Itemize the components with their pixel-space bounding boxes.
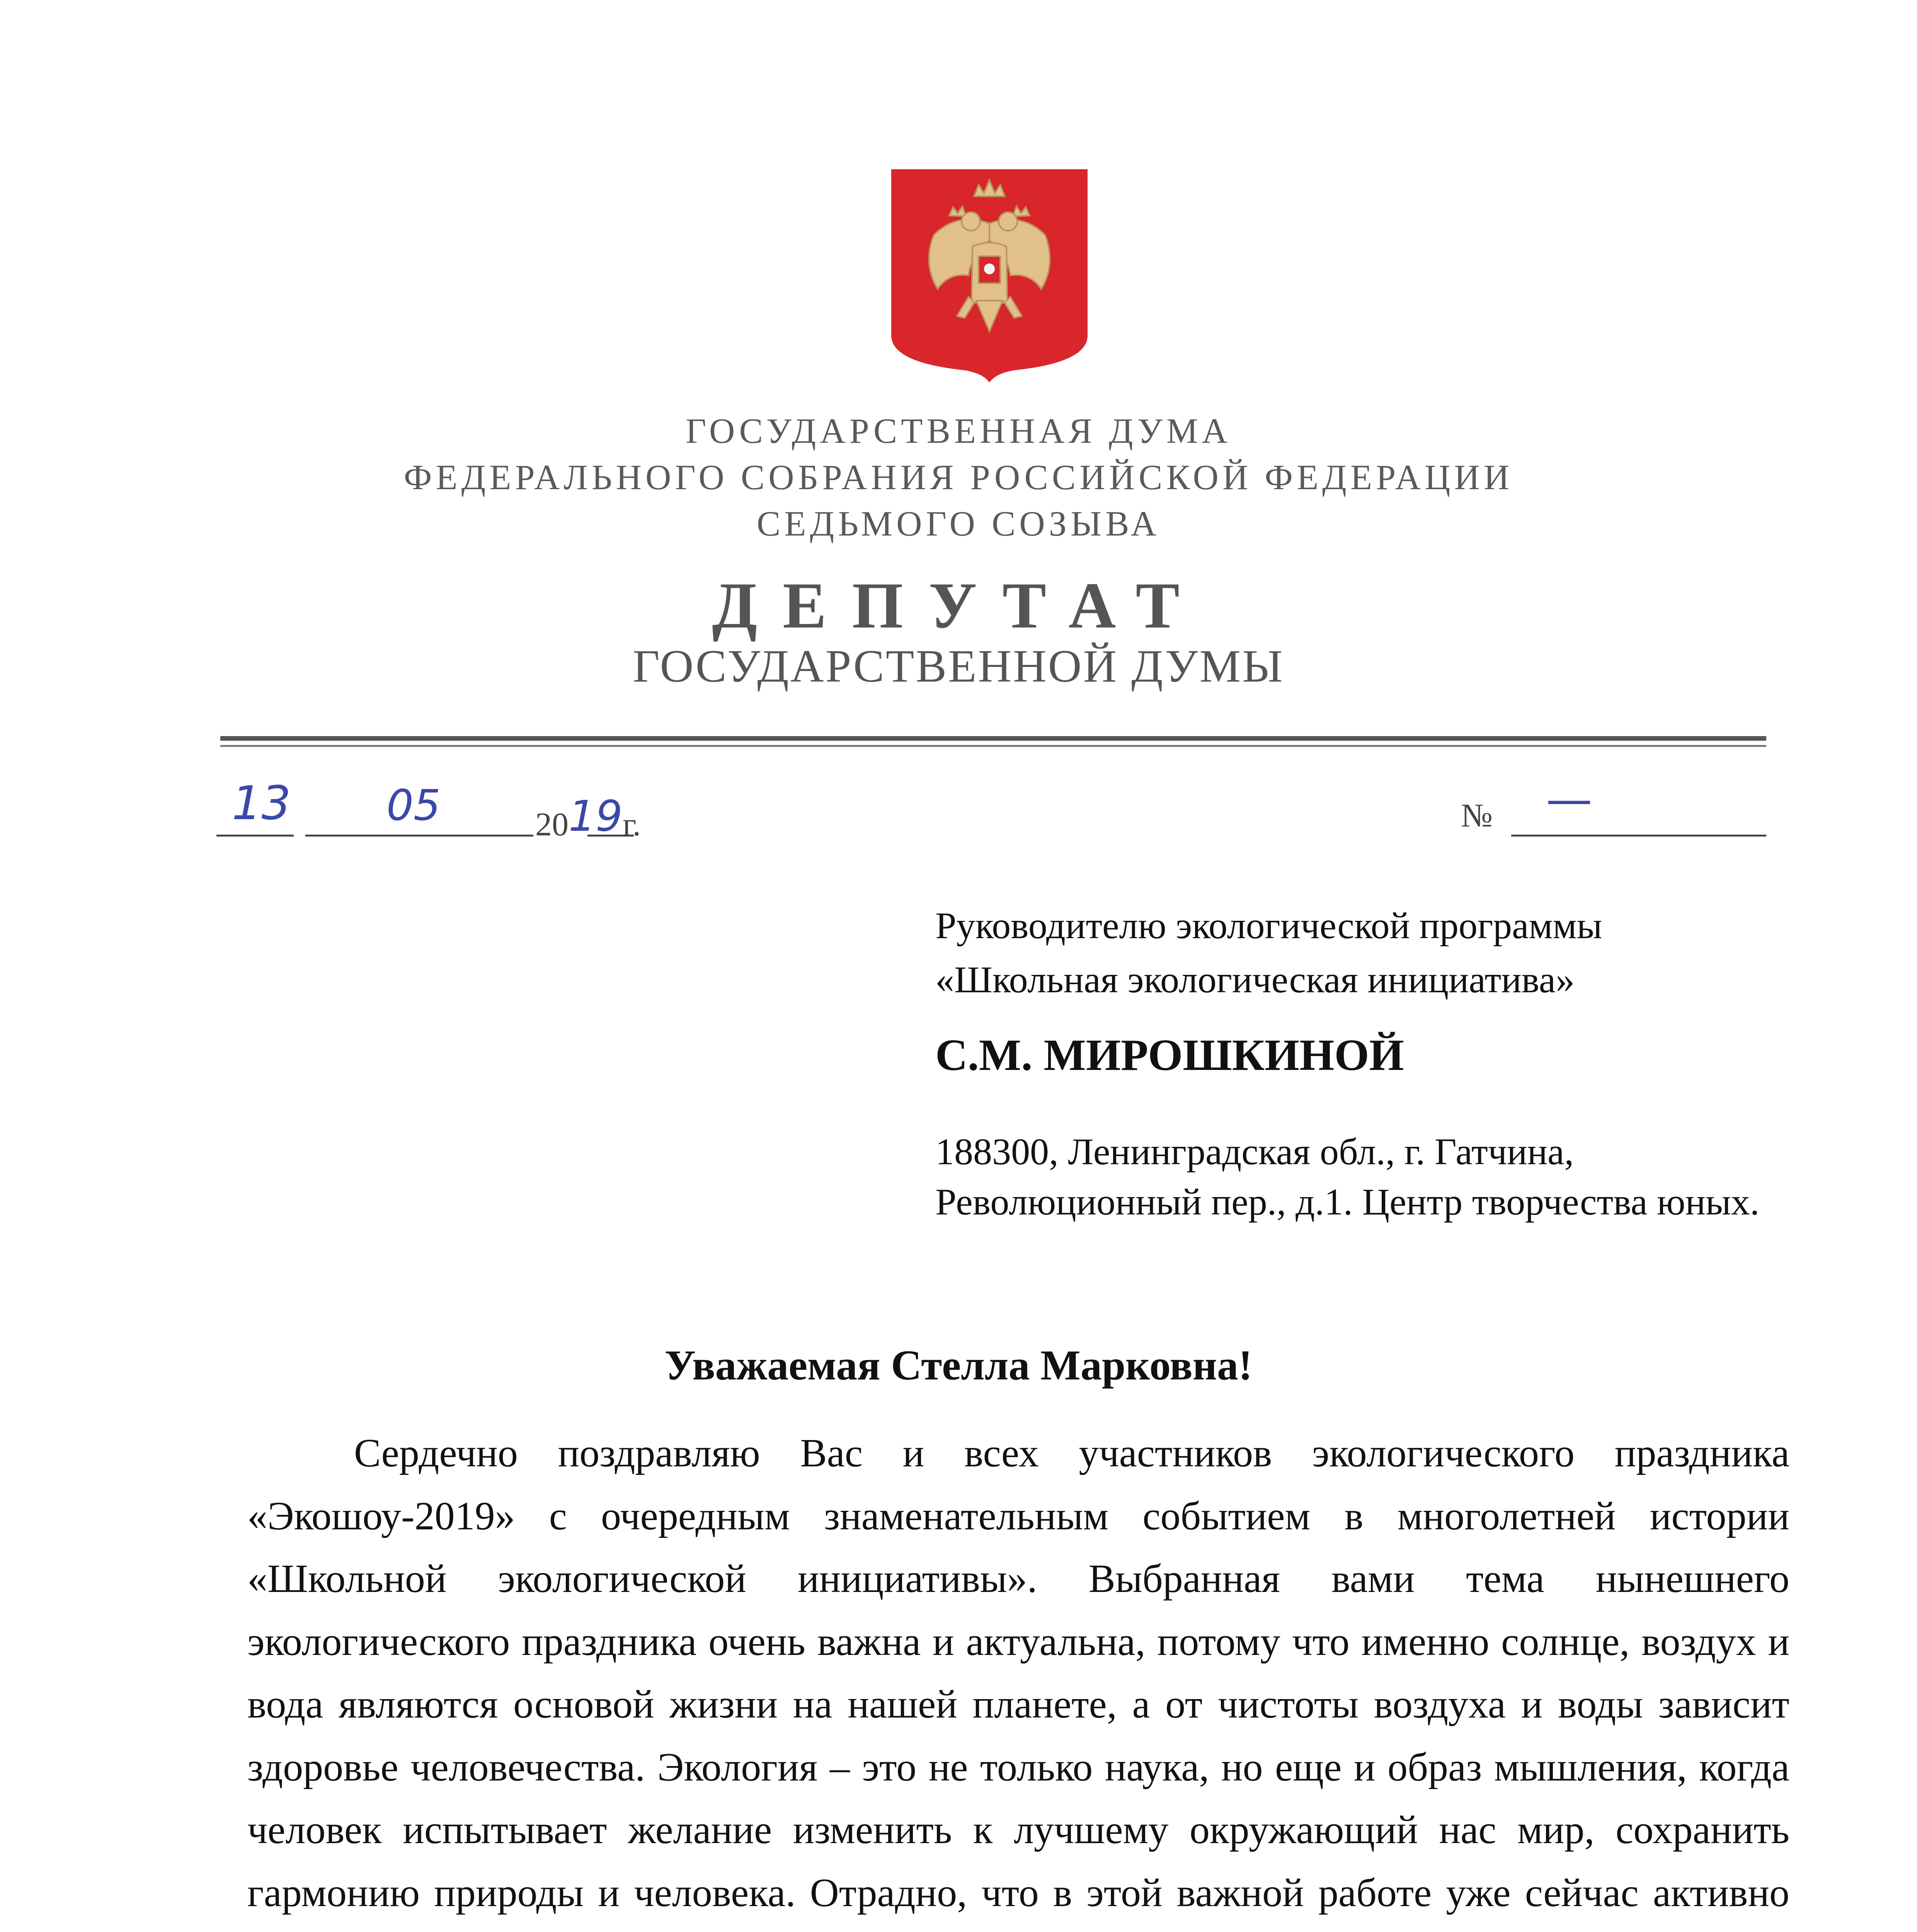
date-year-suffix: 19	[569, 791, 623, 841]
org-name-line1: ГОСУДАРСТВЕННАЯ ДУМА	[686, 411, 1231, 451]
number-label: №	[1461, 797, 1493, 834]
number-value: —	[1546, 773, 1592, 827]
date-day-underline	[216, 835, 294, 837]
recipient-line1: Руководителю экологической программы	[935, 905, 1602, 947]
header-divider-thick	[220, 736, 1766, 741]
deputy-subtitle: ГОСУДАРСТВЕННОЙ ДУМЫ	[633, 640, 1284, 692]
date-year-underline	[587, 835, 634, 837]
salutation: Уважаемая Стелла Марковна!	[664, 1342, 1253, 1389]
deputy-title: ДЕПУТАТ	[712, 569, 1205, 642]
date-year	[535, 791, 641, 845]
header-divider-thin	[220, 745, 1766, 747]
date-year-prefix: 20	[535, 806, 569, 843]
recipient-address1: 188300, Ленинградская обл., г. Гатчина,	[935, 1131, 1574, 1173]
number-underline	[1511, 835, 1766, 837]
coat-of-arms-emblem	[891, 169, 1088, 383]
date-day: 13	[232, 777, 291, 830]
org-name-line2: ФЕДЕРАЛЬНОГО СОБРАНИЯ РОССИЙСКОЙ ФЕДЕРАЦИИ	[403, 457, 1514, 497]
recipient-address2: Революционный пер., д.1. Центр творчества юных.	[935, 1181, 1760, 1223]
date-month: 05	[386, 781, 441, 830]
paragraph-1: Сердечно поздравляю Вас и всех участников экологического праздника «Экошоу-2019» с очередным знаменательным событием в многолетней истории «Школьной экологической инициативы». Выбранная вами тема нынешнего экологического праздника очень важна и актуальна, потому что именно солнце, воздух и вода являются основой жизни на нашей планете, а от чистоты воздуха и воды зависит здоровье человечества. Экология – это не только наука, но еще и образ мышления, когда человек испытывает желание изменить к лучшему окружающий нас мир, сохранить гармонию природы и человека. Отрадно, что в этой важной работе уже сейчас активно	[247, 1431, 1789, 1915]
recipient-line2: «Школьная экологическая инициатива»	[935, 959, 1575, 1001]
recipient-name: С.М. МИРОШКИНОЙ	[935, 1031, 1404, 1080]
org-name-line3: СЕДЬМОГО СОЗЫВА	[756, 504, 1161, 543]
date-year-unit: г.	[622, 806, 641, 843]
date-month-underline	[305, 835, 533, 837]
